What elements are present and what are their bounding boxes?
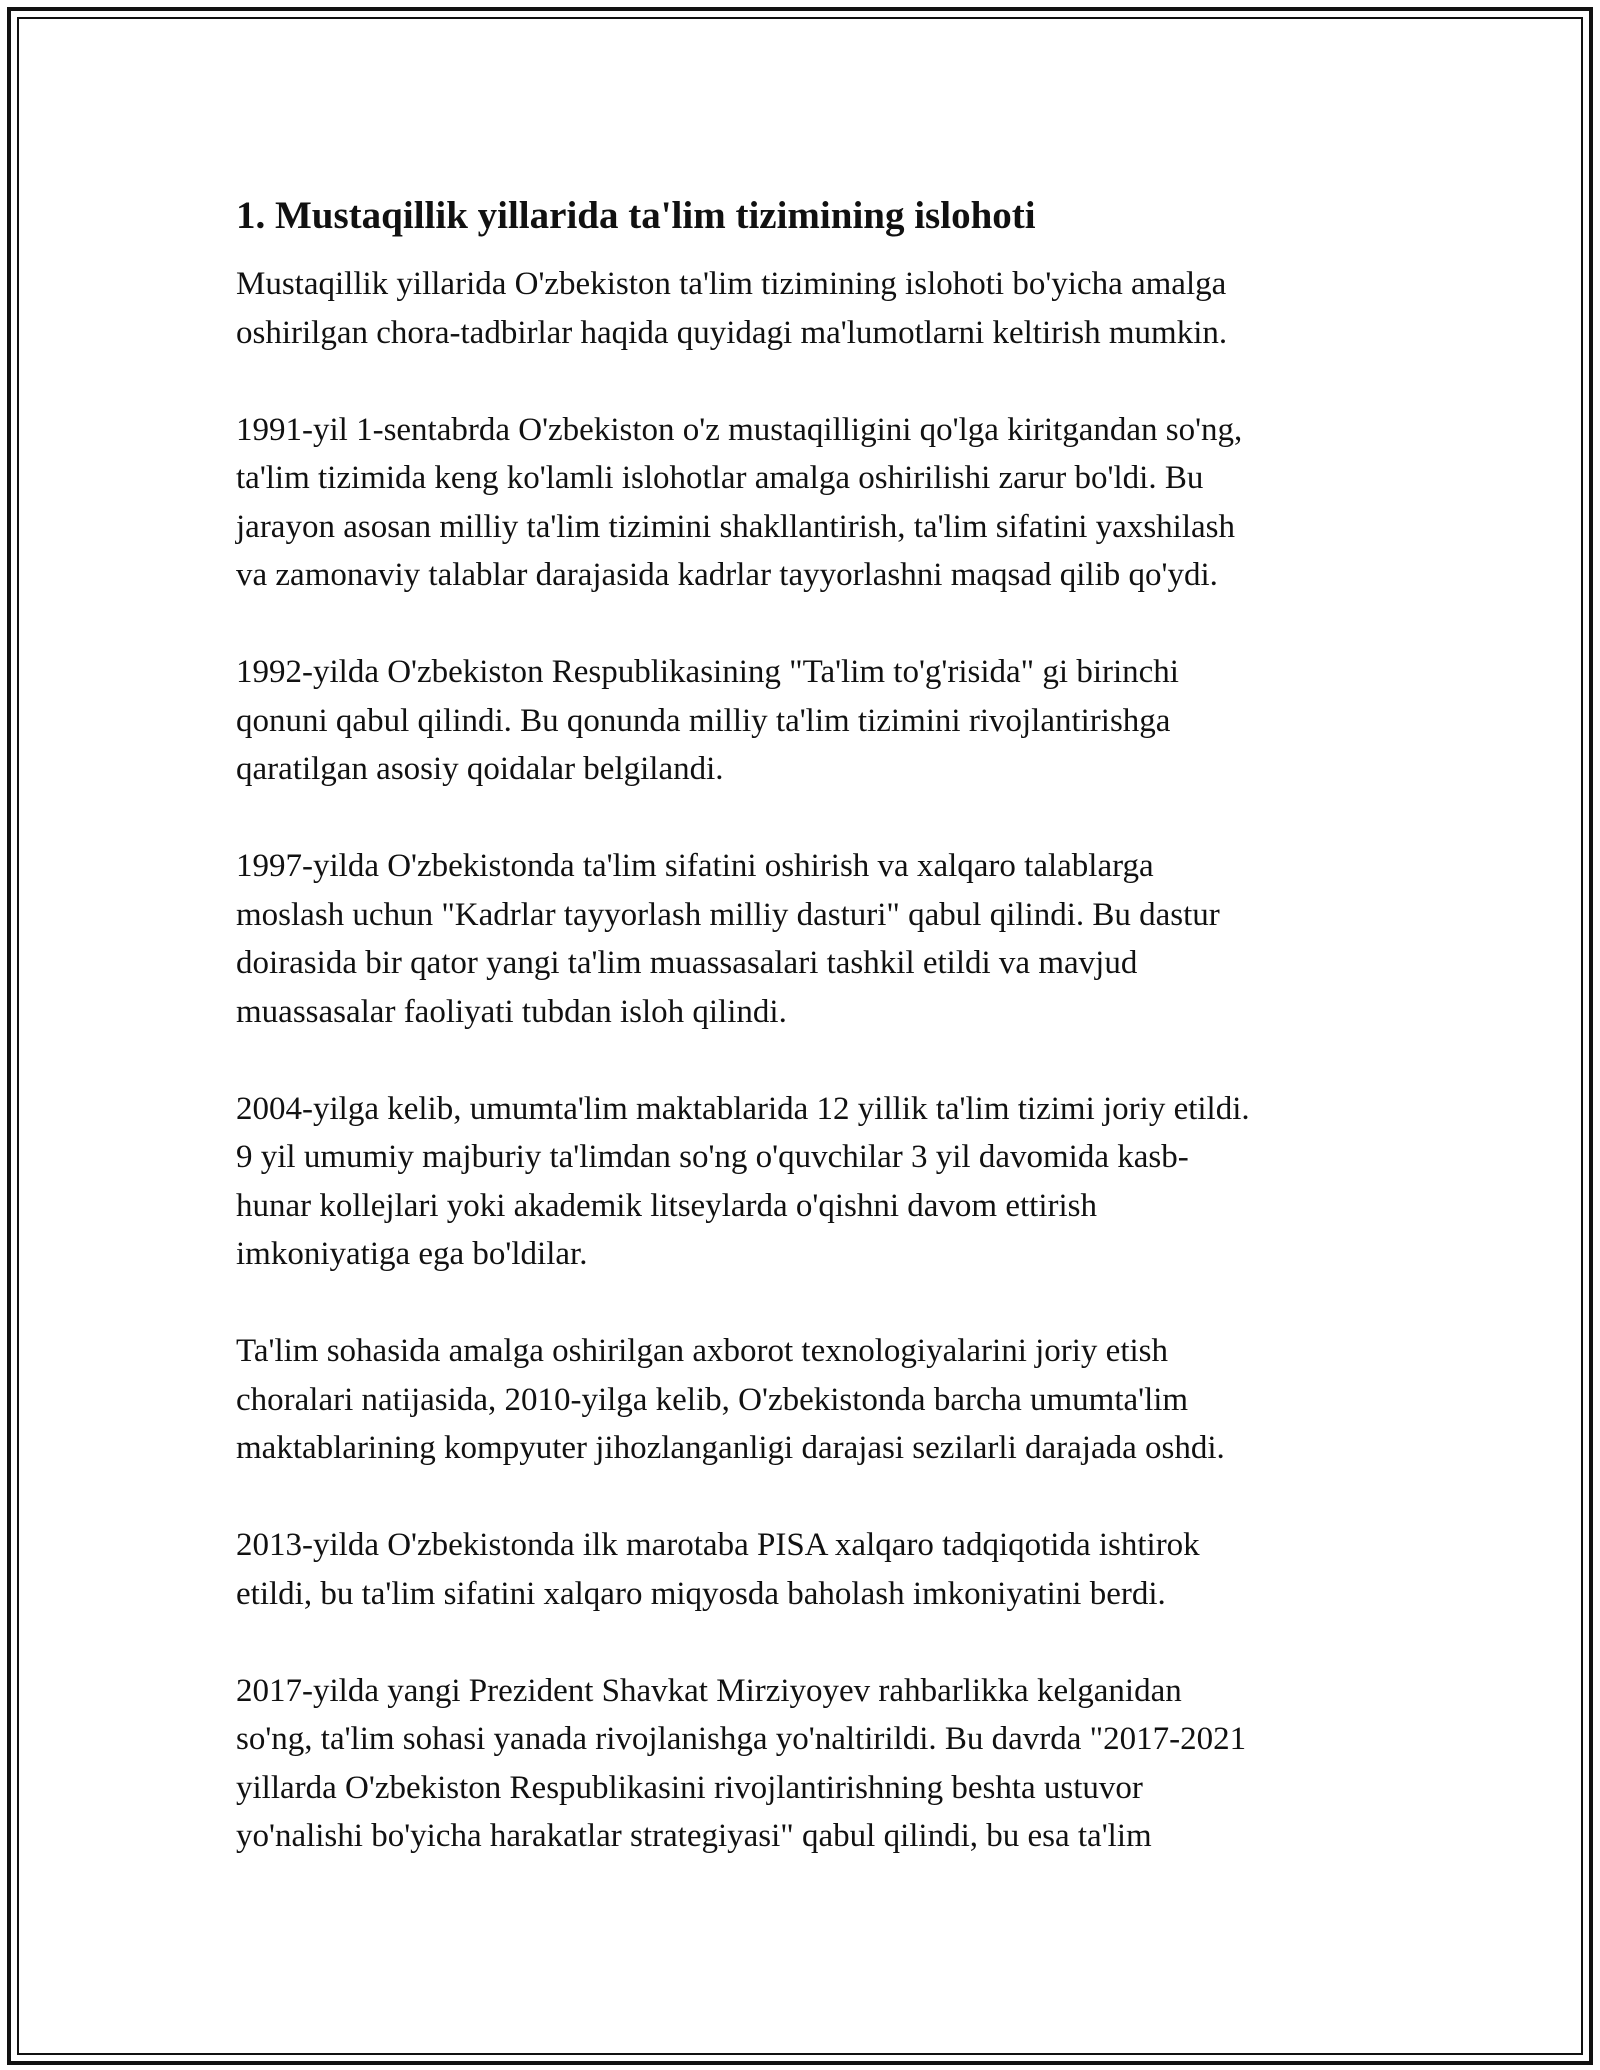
paragraph-2017: 2017-yilda yangi Prezident Shavkat Mirziyoyev rahbarlikka kelganidan so'ng, ta'lim sohasi yanada rivojlanishga yo'naltirildi. Bu davrda "2017-2021 yillarda O'zbekiston Respublikasini rivojlantirishning beshta ustuvor yo'nalishi bo'yicha harakatlar strategiyasi" qabul qilindi, bu esa ta'lim bbox=[236, 1672, 1247, 1854]
paragraph-intro: Mustaqillik yillarida O'zbekiston ta'lim tizimining islohoti bo'yicha amalga oshirilgan chora-tadbirlar haqida quyidagi ma'lumotlarni keltirish mumkin. bbox=[236, 266, 1228, 351]
paragraph-2010: Ta'lim sohasida amalga oshirilgan axborot texnologiyalarini joriy etish choralari natijasida, 2010-yilga kelib, O'zbekistonda barcha umumta'lim maktablarining kompyuter jihozlanganligi darajasi sezilarli darajada oshdi. bbox=[236, 1333, 1225, 1466]
paragraph-1997: 1997-yilda O'zbekistonda ta'lim sifatini oshirish va xalqaro talablarga moslash uchun "Kadrlar tayyorlash milliy dasturi" qabul qilindi. Bu dastur doirasida bir qator yangi ta'lim muassasalari tashkil etildi va mavjud muassasalar faoliyati tubdan isloh qilindi. bbox=[236, 848, 1220, 1030]
section-heading: 1. Mustaqillik yillarida ta'lim tizimining islohoti bbox=[236, 194, 1036, 237]
document-body bbox=[236, 188, 1376, 1909]
paragraph-1992: 1992-yilda O'zbekiston Respublikasining "Ta'lim to'g'risida" gi birinchi qonuni qabul qilindi. Bu qonunda milliy ta'lim tizimini rivojlantirishga qaratilgan asosiy qoidalar belgilandi. bbox=[236, 654, 1179, 787]
paragraph-2004: 2004-yilga kelib, umumta'lim maktablarida 12 yillik ta'lim tizimi joriy etildi. 9 yil umumiy majburiy ta'limdan so'ng o'quvchilar 3 yil davomida kasb- hunar kollejlari yoki akademik litseylarda o'qishni davom ettirish imkoniyatiga ega bo'ldilar. bbox=[236, 1090, 1250, 1272]
paragraph-1991: 1991-yil 1-sentabrda O'zbekiston o'z mustaqilligini qo'lga kiritgandan so'ng, ta'lim tizimida keng ko'lamli islohotlar amalga oshirilishi zarur bo'ldi. Bu jarayon asosan milliy ta'lim tizimini shakllantirish, ta'lim sifatini yaxshilash va zamonaviy talablar darajasida kadrlar tayyorlashni maqsad qilib qo'ydi. bbox=[236, 411, 1243, 593]
paragraph-2013: 2013-yilda O'zbekistonda ilk marotaba PISA xalqaro tadqiqotida ishtirok etildi, bu ta'lim sifatini xalqaro miqyosda baholash imkoniyatini berdi. bbox=[236, 1527, 1200, 1612]
